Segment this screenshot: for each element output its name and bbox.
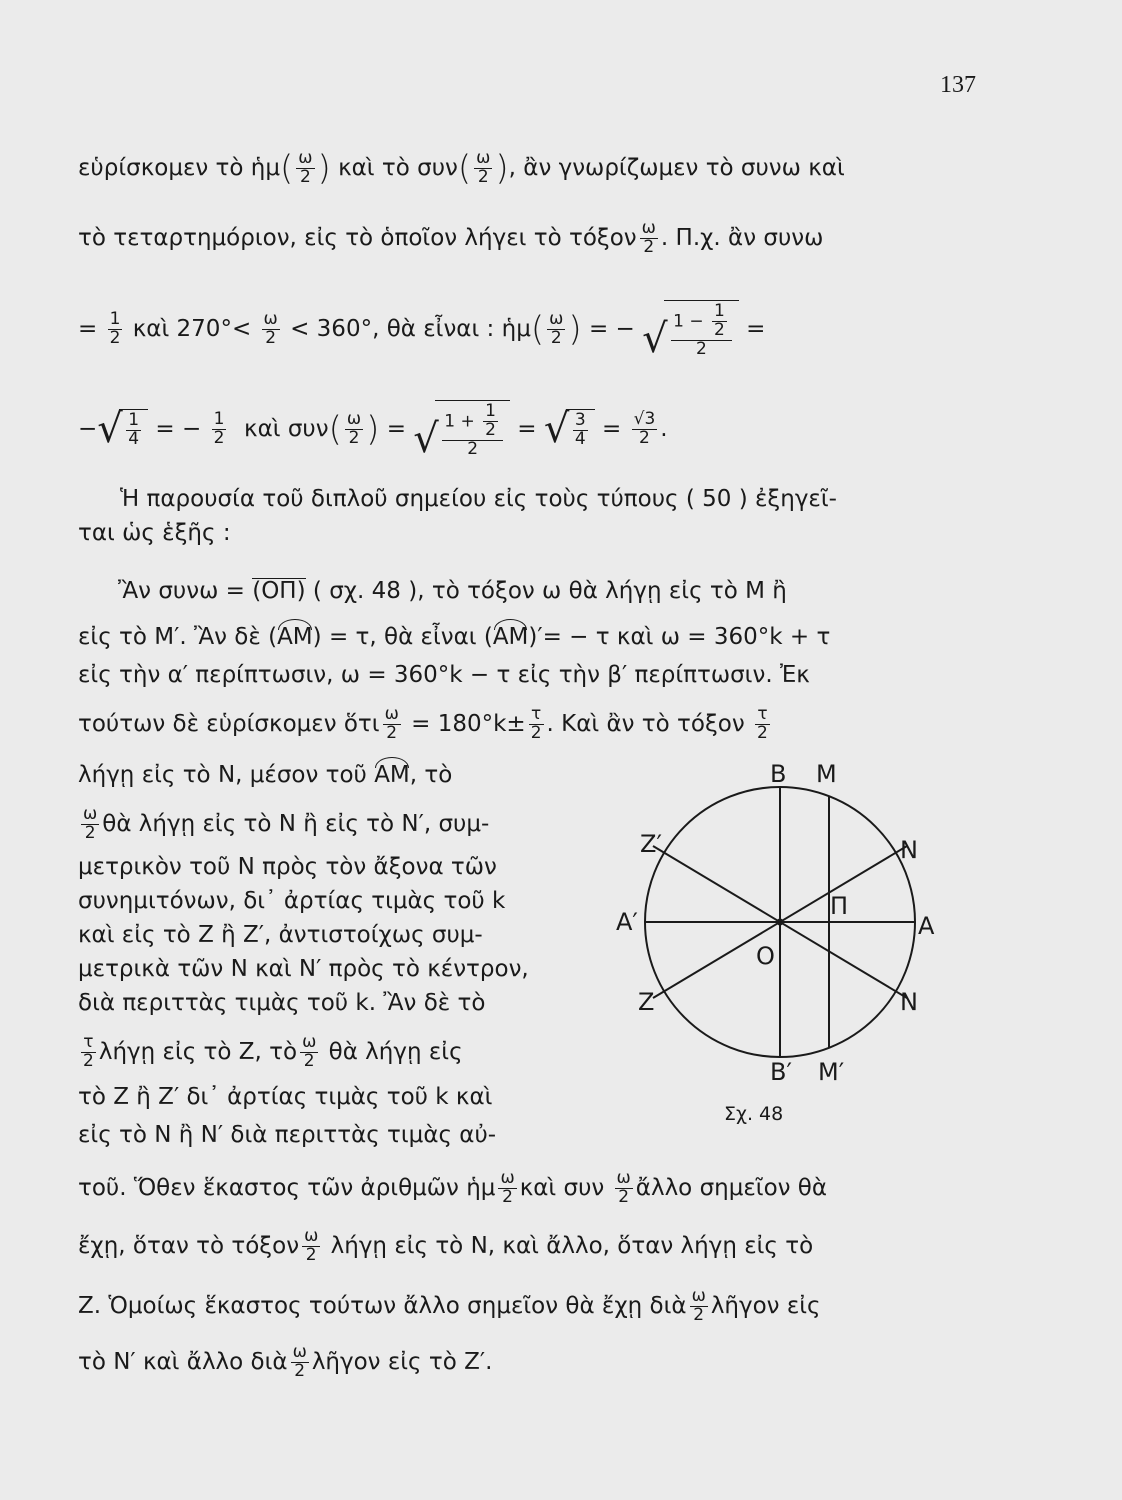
fraction-1-4: $\frac{1}{4}$: [128, 410, 140, 450]
text-line-2: [78, 220, 823, 257]
text-line-5: Ἡ παρουσία τοῦ διπλοῦ σημείου εἰς τοὺς τύπους ( 50 ) ἐξηγεῖ-: [120, 486, 837, 512]
fraction-tau-2: $\frac{\tau}{2}$: [757, 704, 768, 743]
text-line-20: εἰς τὸ Ν ἢ Ν′ διὰ περιττὰς τιμὰς αὐ-: [78, 1122, 497, 1148]
text-line-7: Ἂν συνω = (ΟΠ) ( σχ. 48 ), τὸ τόξον ω θὰ λήγῃ εἰς τὸ Μ ἢ: [118, 578, 787, 604]
fraction: 1 + $\frac{1}{2}$ 2: [442, 403, 503, 459]
fraction-omega-2: $\frac{\omega}{2}$: [346, 408, 362, 448]
square-root: √ 1 − $\frac{1}{2}$ 2: [642, 300, 739, 359]
label-z-prime: Ζ′: [640, 830, 662, 858]
text-line-23: Ζ. Ὁμοίως ἕκαστος τούτων ἄλλο σημεῖον θὰ ἔχῃ διὰ $\frac{\omega}{2}$ λῆγον εἰς: [78, 1286, 821, 1325]
text: εὑρίσκομεν τὸ ἡμ: [78, 154, 280, 181]
fraction-tau-2: $\frac{\tau}{2}$: [83, 1032, 94, 1071]
label-b: Β: [770, 762, 787, 788]
fraction-omega-2: $\frac{\omega}{2}$: [298, 148, 313, 187]
center-point: [777, 919, 784, 926]
fraction-1-2: $\frac{1}{2}$: [213, 408, 225, 448]
label-p: Π: [830, 892, 849, 920]
text: καὶ τὸ συν: [338, 154, 458, 181]
fraction-omega-2: $\frac{\omega}{2}$: [476, 148, 491, 187]
figure-caption: Σχ. 48: [724, 1103, 784, 1125]
label-m: Μ: [816, 762, 837, 788]
text-line-12: $\frac{\omega}{2}$ θὰ λήγῃ εἰς τὸ Ν ἢ εἰς τὸ Ν′, συμ-: [83, 804, 490, 843]
math-line-4: − √ $\frac{1}{4}$ = − $\frac{1}{2}$ καὶ συν( $\frac{\omega}{2}$ ) = √ 1 + $\frac{1}{2}$ 2 = √ $\frac{3}{4}$ = $\frac{√3}{2}$ .: [78, 401, 668, 462]
math-line-3: = $\frac{1}{2}$ καὶ 270°< $\frac{\omega}{2}$ < 360°, θὰ εἶναι : ἡμ( $\frac{\omega}{2}$ ) = − √ 1 − $\frac{1}{2}$ 2 =: [78, 301, 766, 362]
label-b-prime: Β′: [770, 1058, 792, 1086]
fraction-1-2: $\frac{1}{2}$: [109, 308, 121, 348]
text-line-9: εἰς τὴν α′ περίπτωσιν, ω = 360°k − τ εἰς τὴν β′ περίπτωσιν. Ἐκ: [78, 662, 810, 688]
fraction-root3-2: $\frac{√3}{2}$: [633, 408, 656, 448]
fraction-omega-2: $\frac{\omega}{2}$: [302, 1032, 317, 1071]
label-z: Ζ: [638, 988, 655, 1016]
text-line-6: ται ὡς ἑξῆς :: [78, 520, 231, 546]
arc-am: ΑΜ: [492, 624, 529, 650]
fraction-omega-2: $\frac{\omega}{2}$: [500, 1168, 515, 1207]
text-line-18: $\frac{\tau}{2}$ λήγῃ εἰς τὸ Ζ, τὸ $\frac{\omega}{2}$ θὰ λήγῃ εἰς: [83, 1032, 463, 1071]
fraction-omega-2: $\frac{\omega}{2}$: [549, 308, 564, 348]
text-line-8: εἰς τὸ Μ′. Ἂν δὲ (ΑΜ) = τ, θὰ εἶναι (ΑΜ)′= − τ καὶ ω = 360°k + τ: [78, 624, 831, 650]
label-n: Ν: [900, 836, 918, 864]
fraction-omega-2: $\frac{\omega}{2}$: [384, 704, 399, 743]
text-line-11: λήγῃ εἰς τὸ Ν, μέσον τοῦ ΑΜ, τὸ: [78, 762, 453, 788]
text-line-10: τούτων δὲ εὑρίσκομεν ὅτι $\frac{\omega}{2}$ = 180°k± $\frac{\tau}{2}$ . Καὶ ἂν τὸ τόξον $\frac{\tau}{2}$: [78, 704, 768, 743]
fraction-1-2: $\frac{1}{2}$: [485, 401, 496, 440]
fraction-omega-2: $\frac{\omega}{2}$: [641, 218, 656, 257]
label-m-prime: Μ′: [818, 1058, 845, 1086]
fraction: 1 − $\frac{1}{2}$ 2: [671, 303, 732, 359]
fraction-tau-2: $\frac{\tau}{2}$: [530, 704, 542, 743]
label-a-prime: Α′: [616, 908, 638, 936]
figure-48: [610, 762, 970, 1132]
fraction-omega-2: $\frac{\omega}{2}$: [292, 1342, 307, 1381]
fraction-omega-2: $\frac{\omega}{2}$: [263, 308, 278, 348]
square-root: √ 1 + $\frac{1}{2}$ 2: [413, 400, 510, 459]
text-line-1: εὑρίσκομεν τὸ ἡμ( $\frac{\omega}{2}$ ) καὶ τὸ συν( $\frac{\omega}{2}$ ), ἂν γνωρίζωμεν τὸ συνω καὶ: [78, 148, 845, 189]
fraction-3-4: $\frac{3}{4}$: [574, 410, 586, 450]
segment-op: (ΟΠ): [252, 578, 306, 604]
label-o: Ο: [756, 942, 775, 970]
text: . Π.χ. ἂν συνω: [660, 224, 824, 251]
fraction-1-2: $\frac{1}{2}$: [713, 301, 725, 340]
unit-circle-diagram: [610, 762, 970, 1132]
text-line-19: τὸ Ζ ἢ Ζ′ δι᾽ ἀρτίας τιμὰς τοῦ k καὶ: [78, 1084, 493, 1110]
fraction-omega-2: $\frac{\omega}{2}$: [83, 804, 98, 843]
square-root: √ $\frac{3}{4}$: [544, 409, 595, 449]
text: τὸ τεταρτημόριον, εἰς τὸ ὁποῖον λήγει τὸ τόξον: [78, 224, 637, 251]
text: , ἂν γνωρίζωμεν τὸ συνω καὶ: [508, 154, 845, 181]
arc-am: ΑΜ: [374, 762, 410, 788]
fraction-omega-2: $\frac{\omega}{2}$: [691, 1286, 706, 1325]
text-line-13: μετρικὸν τοῦ Ν πρὸς τὸν ἄξονα τῶν: [78, 854, 497, 880]
text-line-22: ἔχῃ, ὅταν τὸ τόξον $\frac{\omega}{2}$ λήγῃ εἰς τὸ Ν, καὶ ἄλλο, ὅταν λήγῃ εἰς τὸ: [78, 1226, 814, 1265]
text-line-17: διὰ περιττὰς τιμὰς τοῦ k. Ἂν δὲ τὸ: [78, 990, 486, 1016]
text-line-14: συνημιτόνων, δι᾽ ἀρτίας τιμὰς τοῦ k: [78, 888, 506, 914]
text-line-16: μετρικὰ τῶν Ν καὶ Ν′ πρὸς τὸ κέντρον,: [78, 956, 529, 982]
fraction-omega-2: $\frac{\omega}{2}$: [616, 1168, 631, 1207]
square-root: √ $\frac{1}{4}$: [97, 409, 148, 449]
label-a: Α: [918, 912, 935, 940]
label-n-lower: Ν: [900, 988, 918, 1016]
text-line-24: τὸ Ν′ καὶ ἄλλο διὰ $\frac{\omega}{2}$ λῆγον εἰς τὸ Ζ′.: [78, 1342, 493, 1381]
fraction-omega-2: $\frac{\omega}{2}$: [304, 1226, 319, 1265]
text-line-21: τοῦ. Ὅθεν ἕκαστος τῶν ἀριθμῶν ἡμ $\frac{\omega}{2}$ καὶ συν $\frac{\omega}{2}$ ἄλλο σημεῖον θὰ: [78, 1168, 828, 1207]
paren: (: [280, 148, 294, 189]
arc-am: ΑΜ: [277, 624, 313, 650]
text-line-15: καὶ εἰς τὸ Ζ ἢ Ζ′, ἀντιστοίχως συμ-: [78, 922, 483, 948]
page-number: 137: [940, 72, 976, 98]
